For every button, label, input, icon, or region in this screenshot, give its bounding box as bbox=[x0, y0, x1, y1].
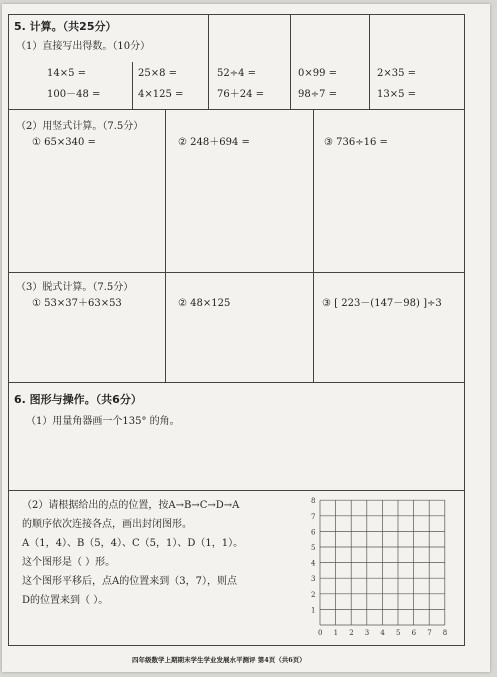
calc-item: 98÷7 = bbox=[298, 89, 338, 100]
bottom-border bbox=[8, 645, 465, 646]
col-line bbox=[290, 14, 291, 109]
top-border bbox=[8, 14, 465, 15]
part6-2-line: 这个图形是（ ）形。 bbox=[22, 557, 116, 568]
section6-part1: （1）用量角器画一个135° 的角。 bbox=[26, 416, 180, 427]
part6-2-line: A（1，4）、B（5，4）、C（5，1）、D（1，1）。 bbox=[22, 538, 244, 549]
grid-y-label: 4 bbox=[311, 559, 316, 568]
col-line bbox=[369, 14, 370, 109]
vertical-calc-item: ① 65×340 = bbox=[32, 137, 96, 148]
grid-x-label: 3 bbox=[364, 629, 370, 637]
grid-y-label: 8 bbox=[311, 497, 316, 506]
grid-x-label: 4 bbox=[380, 629, 385, 637]
calc-item: 4×125 = bbox=[138, 89, 184, 100]
vertical-calc-item: ③ 736÷16 = bbox=[324, 137, 388, 148]
grid-y-label: 2 bbox=[311, 590, 316, 599]
grid-x-label: 8 bbox=[442, 629, 448, 637]
col-line bbox=[165, 109, 166, 382]
stepwise-calc-item: ① 53×37＋63×53 bbox=[32, 298, 122, 309]
vertical-calc-item: ② 248＋694 = bbox=[178, 137, 250, 148]
calc-item: 76＋24 = bbox=[217, 89, 265, 100]
calc-item: 100－48 = bbox=[47, 89, 101, 100]
divider-part6-2 bbox=[8, 490, 465, 491]
calc-item: 52÷4 = bbox=[217, 68, 257, 79]
calc-item: 2×35 = bbox=[377, 68, 417, 79]
grid-y-label: 1 bbox=[311, 606, 316, 615]
page-footer: 四年级数学上期期末学生学业发展水平测评 第4页（共6页） bbox=[132, 656, 306, 664]
divider-part1 bbox=[8, 109, 465, 110]
calc-item: 25×8 = bbox=[138, 68, 178, 79]
part6-2-line: （2）请根据给出的点的位置，按A→B→C→D→A bbox=[22, 500, 240, 511]
section5-title: 5. 计算。（共25分） bbox=[14, 20, 117, 33]
grid-y-label: 6 bbox=[311, 528, 316, 537]
grid-x-label: 1 bbox=[333, 629, 339, 637]
col-line bbox=[313, 109, 314, 382]
grid-x-label: 6 bbox=[411, 629, 417, 637]
grid-y-label: 7 bbox=[311, 512, 316, 521]
calc-item: 14×5 = bbox=[47, 68, 87, 79]
part2-label: （2）用竖式计算。（7.5分） bbox=[16, 121, 144, 132]
part6-2-line: 这个图形平移后，点A的位置来到（3，7），则点 bbox=[22, 576, 237, 587]
grid-x-label: 2 bbox=[349, 629, 354, 637]
col-line bbox=[132, 62, 133, 109]
grid-x-label: 0 bbox=[318, 629, 323, 637]
grid-y-label: 5 bbox=[311, 544, 316, 552]
stepwise-calc-item: ② 48×125 bbox=[178, 298, 231, 309]
grid-x-label: 7 bbox=[427, 629, 432, 637]
part6-2-line: 的顺序依次连接各点，画出封闭图形。 bbox=[22, 519, 192, 530]
stepwise-calc-item: ③ [ 223－(147－98) ]÷3 bbox=[322, 298, 442, 309]
divider-part2 bbox=[8, 272, 465, 273]
divider-section6 bbox=[8, 382, 465, 383]
calc-item: 13×5 = bbox=[377, 89, 417, 100]
section6-title: 6. 图形与操作。（共6分） bbox=[14, 393, 142, 406]
coordinate-grid[interactable] bbox=[302, 494, 460, 642]
part1-label: （1）直接写出得数。（10分） bbox=[16, 41, 151, 52]
exam-page bbox=[2, 4, 490, 672]
part6-2-line: D的位置来到（ ）。 bbox=[22, 595, 109, 606]
grid-x-label: 5 bbox=[396, 629, 401, 637]
col-line bbox=[208, 14, 209, 109]
grid-y-label: 3 bbox=[311, 575, 316, 584]
part3-label: （3）脱式计算。（7.5分） bbox=[16, 282, 134, 293]
calc-item: 0×99 = bbox=[298, 68, 338, 79]
